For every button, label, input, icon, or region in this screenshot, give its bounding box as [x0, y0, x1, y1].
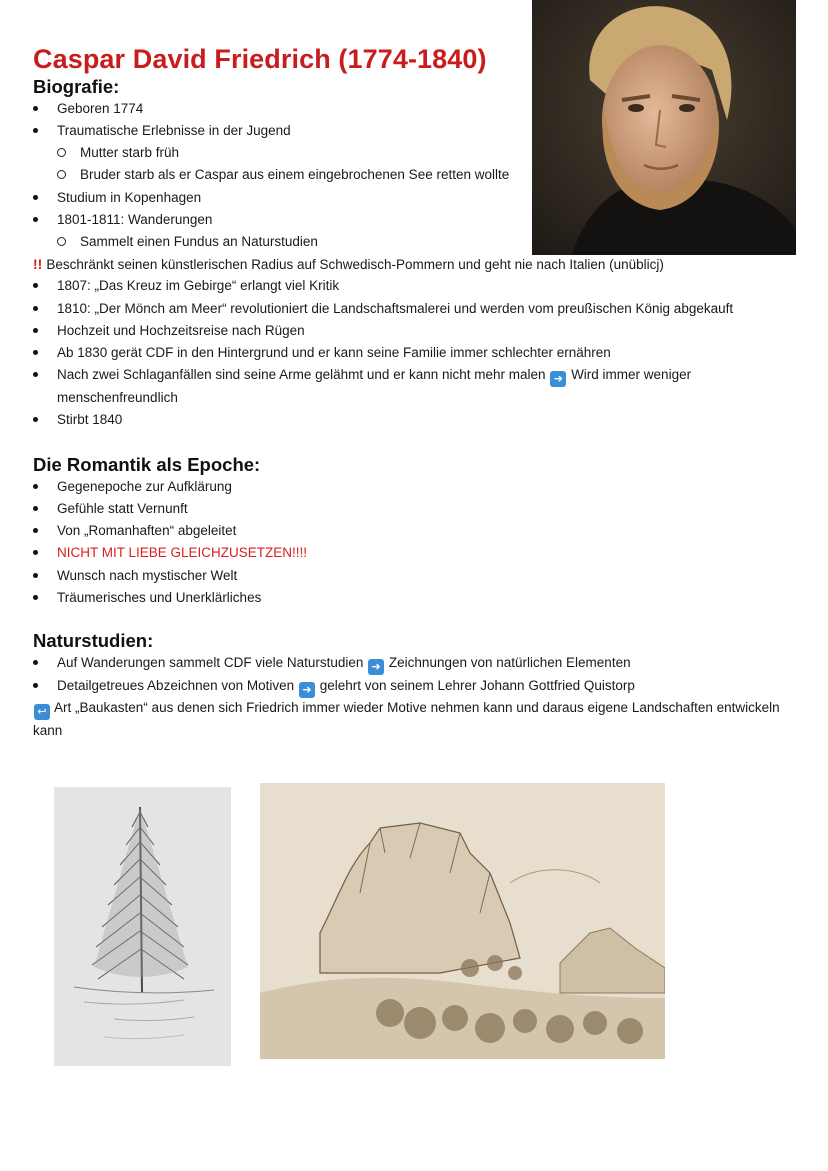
tree-sketch-illustration [54, 787, 231, 1066]
bullet-icon [33, 283, 38, 288]
tree-sketch-image [54, 787, 231, 1066]
double-exclamation-icon: !! [33, 256, 43, 272]
list-item: Stirbt 1840 [57, 409, 122, 431]
bullet-icon [33, 350, 38, 355]
bullet-icon [33, 573, 38, 578]
bullet-icon [33, 595, 38, 600]
bullet-icon [33, 683, 38, 688]
list-item: Hochzeit und Hochzeitsreise nach Rügen [57, 320, 305, 342]
bullet-icon [33, 306, 38, 311]
right-arrow-icon: ➜ [299, 682, 315, 698]
list-item-highlight: NICHT MIT LIEBE GLEICHZUSETZEN!!!! [57, 542, 307, 564]
bullet-icon [33, 217, 38, 222]
bullet-icon [33, 528, 38, 533]
bullet-icon [33, 328, 38, 333]
circle-bullet-icon [57, 148, 66, 157]
right-arrow-icon: ➜ [368, 659, 384, 675]
list-item: 1801-1811: Wanderungen [57, 209, 212, 231]
list-item: Traumatische Erlebnisse in der Jugend [57, 120, 291, 142]
list-item: Nach zwei Schlaganfällen sind seine Arme gelähmt und er kann nicht mehr malen ➜ Wird immer weniger menschenfreundlich [57, 364, 757, 409]
list-item: Gegenepoche zur Aufklärung [57, 476, 232, 498]
list-item: Von „Romanhaften“ abgeleitet [57, 520, 236, 542]
landscape-sketch-image [260, 783, 665, 1059]
list-item: 1810: „Der Mönch am Meer“ revolutioniert die Landschaftsmalerei und werden vom preußischen König abgekauft [57, 298, 733, 320]
bullet-icon [33, 550, 38, 555]
portrait-image [532, 0, 796, 255]
bullet-icon [33, 660, 38, 665]
right-arrow-icon: ➜ [550, 371, 566, 387]
list-item: 1807: „Das Kreuz im Gebirge“ erlangt viel Kritik [57, 275, 339, 297]
list-item: Träumerisches und Unerklärliches [57, 587, 261, 609]
bullet-icon [33, 417, 38, 422]
return-arrow-icon: ↩ [34, 704, 50, 720]
list-item: Wunsch nach mystischer Welt [57, 565, 237, 587]
bullet-icon [33, 106, 38, 111]
landscape-sketch-illustration [260, 783, 665, 1059]
list-item: Auf Wanderungen sammelt CDF viele Naturstudien ➜ Zeichnungen von natürlichen Elementen [57, 652, 631, 675]
bullet-icon [33, 128, 38, 133]
circle-bullet-icon [57, 237, 66, 246]
sub-list-item: Sammelt einen Fundus an Naturstudien [80, 231, 318, 253]
naturstudien-heading: Naturstudien: [33, 630, 154, 651]
warning-line: !! Beschränkt seinen künstlerischen Radius auf Schwedisch-Pommern und geht nie nach Italien (unüblicj) [33, 256, 664, 272]
bullet-icon [33, 372, 38, 377]
biografie-heading: Biografie: [33, 76, 120, 97]
list-item: Geboren 1774 [57, 98, 143, 120]
circle-bullet-icon [57, 170, 66, 179]
list-item: Studium in Kopenhagen [57, 187, 201, 209]
bullet-icon [33, 195, 38, 200]
list-item: Ab 1830 gerät CDF in den Hintergrund und er kann seine Familie immer schlechter ernähren [57, 342, 611, 364]
romantik-heading: Die Romantik als Epoche: [33, 454, 261, 475]
sub-list-item: Mutter starb früh [80, 142, 179, 164]
portrait-illustration [532, 0, 796, 255]
bullet-icon [33, 484, 38, 489]
return-line: ↩ Art „Baukasten“ aus denen sich Friedrich immer wieder Motive nehmen kann und daraus eigene Landschaften entwickeln kann [33, 700, 780, 738]
list-item: Detailgetreues Abzeichnen von Motiven ➜ gelehrt von seinem Lehrer Johann Gottfried Quistorp [57, 675, 635, 698]
bullet-icon [33, 506, 38, 511]
list-item: Gefühle statt Vernunft [57, 498, 188, 520]
sub-list-item: Bruder starb als er Caspar aus einem eingebrochenen See retten wollte [80, 164, 509, 186]
page-title: Caspar David Friedrich (1774-1840) [33, 44, 487, 74]
